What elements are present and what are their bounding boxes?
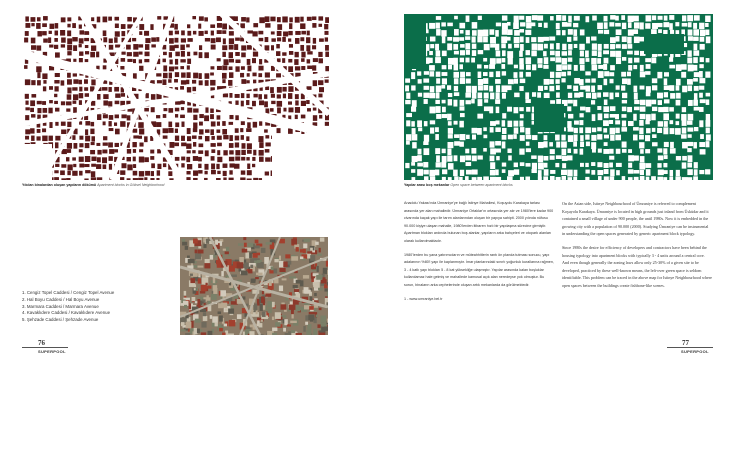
right-page-number: 77 xyxy=(682,339,689,347)
left-map-caption xyxy=(22,183,164,187)
legend-item: 4. Kavaklıdere Caddesi / Kavaklıdere Avenue xyxy=(22,310,111,316)
right-map-caption-bold: Yapılar arası boş mekanlar xyxy=(404,183,450,187)
left-map-caption-italic: Apartment blocks in Göksel Neighborhood xyxy=(97,183,165,187)
english-paragraph: Since 1980s the desire for efficiency of developers and contractors have been behind the housing typology into apartment blocks with typically 3 - 4 units around a central core. And even though generally the zoning laws allow only 25-30% of a given site to be developed, practiced by these well-known means, the left-over green space is seldom identifiable. This problem can be traced in the above map for Istinye Neighbourhood where open spaces between the buildings create fishbone-like scenes. xyxy=(562,244,712,288)
open-space-map xyxy=(404,14,713,180)
english-text-column xyxy=(562,200,712,296)
left-map-caption-bold: Yıkılan binalardan oluşan yapıların dökümü xyxy=(22,183,97,187)
turkish-text-column xyxy=(404,200,554,302)
turkish-paragraph: Anadolu Yakası'nda Ümraniye'ye bağlı İstinye Mahallesi, Koşuyolu Karakaya tarlası arasında yer alan mahalledir. Ümraniye Ortaklar'ın ortasında yer alır ve 1980'lere kadar 900 civarında kaçak yapı ile tarım alanlarından oluşan bir yapıya sahipti. 2000 yılında nüfusu 90.000 kişiye ulaşan mahalle, 1980'lerden itibaren hızlı bir yapılaşma sürecine girmiştir. Apartman blokları ardında bulunan boş alanlar, yapıların arka bahçeleri ve otopark alanları olarak kullanılmaktadır. xyxy=(404,201,554,243)
footnote: 1 - www.umraniye.bel.tr xyxy=(404,296,443,301)
aerial-photo xyxy=(180,237,328,335)
legend-item: 5. Şehzade Caddesi / Şehzade Avenue xyxy=(22,317,99,323)
english-paragraph: On the Asian side, Istinye Neighbourhood of Ümraniye is referred to complement Koşuyolu Karakaya. Ümraniye is located in high grounds just inland from Üsküdar and it contained a small village of under 900 people, the until 1980s. Now it is embedded in the growing city with a population of 90.000 (2000). Studying Ümraniye can be instrumental in understanding the open spaces generated by generic apartment block typology. xyxy=(562,201,709,237)
legend-item: 1. Cengiz Topel Caddesi / Cengiz Topel Avenue xyxy=(22,290,115,295)
street-legend xyxy=(22,290,114,324)
turkish-paragraph: 1980'lerden bu yana yatırımcıların ve müteahhitlerin rantı ön planda tutması sonucu, yapı adalarının %80'i yapı ile kaplanmıştır. İmar planlarındaki sınırlı yoğunluk kurallarına rağmen, 3 - 4 katlı yapı blokları 5 - 8 kat yüksekliğe ulaşmıştır. Yapılar arasında kalan boşluklar kullanılamaz hale gelmiş ve mahallede kamusal açık alan neredeyse yok olmuştur. Bu sorun, binaların arka cephelerinde oluşan artık mekanlarda da görülmektedir. xyxy=(404,252,554,287)
legend-item: 2. Hal Boyu Caddesi / Hal Boyu Avenue xyxy=(22,296,100,302)
left-folio-rule xyxy=(22,347,68,348)
right-map-caption-italic: Open space between apartment blocks xyxy=(450,183,513,187)
legend-item: 3. Marmara Caddesi / Marmara Avenue xyxy=(22,303,99,309)
left-brand: SUPERPOOL xyxy=(38,349,66,354)
right-map-caption xyxy=(404,183,513,187)
left-page-number: 76 xyxy=(38,339,45,347)
building-footprint-map xyxy=(22,14,329,180)
right-folio-rule xyxy=(667,347,713,348)
right-brand: SUPERPOOL xyxy=(681,349,709,354)
